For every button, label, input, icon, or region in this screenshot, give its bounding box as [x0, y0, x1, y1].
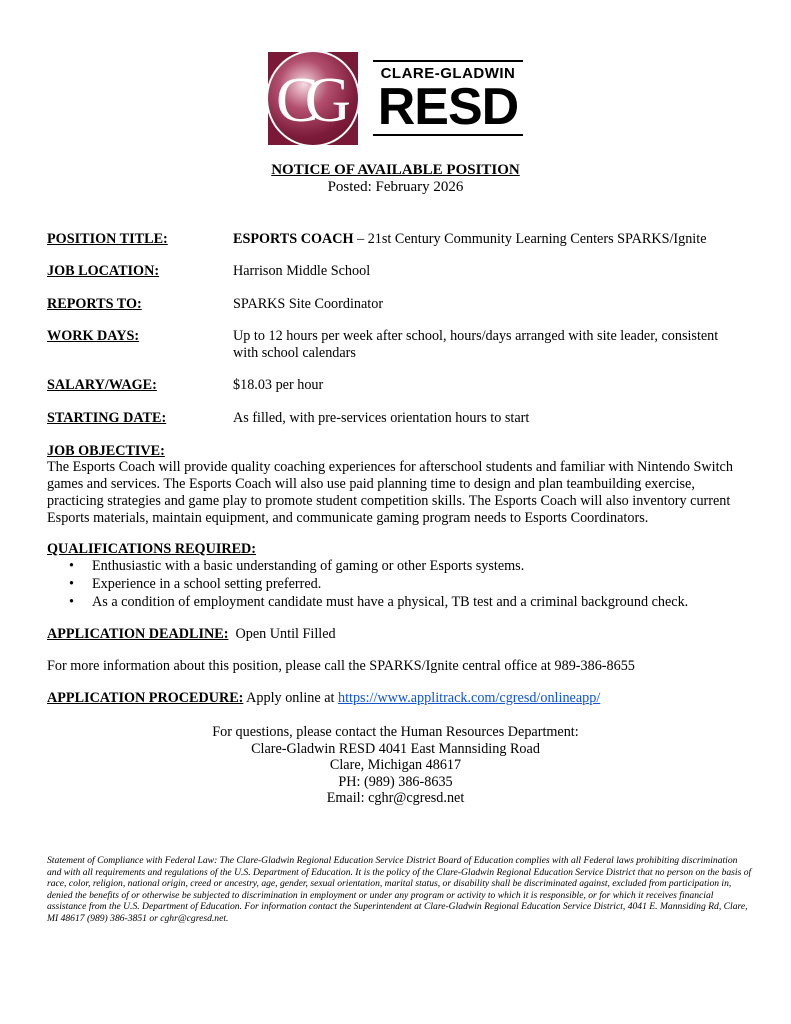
job-objective-heading: JOB OBJECTIVE: — [47, 443, 165, 459]
qualifications-list — [47, 557, 747, 611]
procedure-text: Apply online at — [246, 690, 335, 706]
qualifications-heading: QUALIFICATIONS REQUIRED: — [47, 541, 257, 557]
qualification-item: • Experience in a school setting preferred. — [47, 575, 747, 593]
clare-gladwin-resd-logo — [266, 50, 526, 147]
compliance-statement: Statement of Compliance with Federal Law: The Clare-Gladwin Regional Education Service District Board of Education complies with all Federal laws prohibiting discrimination and with all requirements and regulations of the U.S. Department of Education. It is the policy of the Clare-Gladwin Regional Education Service District that no person on the basis of race, color, religion, national origin, creed or ancestry, age, gender, sexual orientation, marital status, or disability shall be discriminated against, excluded from participation in, denied the benefits of or otherwise be subjected to discrimination in employment or under any program or activity to which it is responsible, or for which it receives financial assistance from the U.S. Department of Education. For information contact the Superintendent at Clare-Gladwin Regional Education Service District, 4041 E. Mannsiding Rd, Clare, MI 48617 (989) 386-3851 or cghr@cgresd.net. — [47, 855, 752, 924]
job-objective-text: The Esports Coach will provide quality coaching experiences for afterschool students and familiar with Nintendo Switch games and services. The Esports Coach will also use paid planning time to design and plan teambuilding exercise, practicing strategies and game play to promote student competition skills. The Esports Coach will also inventory current Esports materials, maintain equipment, and communicate gaming program needs to Esports Coordinators. — [47, 459, 733, 526]
online-application-link[interactable]: https://www.applitrack.com/cgresd/onlineapp/ — [337, 690, 601, 706]
position-name: ESPORTS COACH — [233, 231, 354, 247]
work-days-label: WORK DAYS: — [47, 328, 140, 344]
salary-value: $18.03 per hour — [233, 377, 324, 393]
posted-date: Posted: February 2026 — [327, 179, 464, 195]
starting-date-value: As filled, with pre-services orientation hours to start — [233, 410, 530, 426]
deadline-value: Open Until Filled — [235, 626, 336, 642]
contact-block — [0, 724, 791, 807]
contact-city: Clare, Michigan 48617 — [329, 757, 462, 773]
qualification-item: • Enthusiastic with a basic understanding of gaming or other Esports systems. — [47, 557, 747, 575]
more-info-text: For more information about this position, please call the SPARKS/Ignite central office at 989-386-8655 — [47, 658, 635, 674]
notice-title: NOTICE OF AVAILABLE POSITION — [271, 162, 520, 178]
job-location-value: Harrison Middle School — [233, 263, 371, 279]
logo-line1: CLARE-GLADWIN — [380, 65, 516, 82]
position-title-value — [233, 231, 753, 248]
logo-initials: CG — [276, 64, 337, 135]
contact-line: For questions, please contact the Human Resources Department: — [212, 724, 579, 740]
reports-to-label: REPORTS TO: — [47, 296, 142, 312]
work-days-value: Up to 12 hours per week after school, hours/days arranged with site leader, consistent with school calendars — [233, 328, 719, 361]
contact-email: Email: cghr@cgresd.net — [326, 790, 465, 806]
contact-phone: PH: (989) 386-8635 — [338, 773, 453, 790]
application-procedure — [47, 690, 747, 707]
procedure-label: APPLICATION PROCEDURE: — [47, 690, 244, 706]
application-deadline — [47, 626, 747, 643]
logo-wordmark — [373, 60, 523, 136]
deadline-label: APPLICATION DEADLINE: — [47, 626, 229, 642]
starting-date-label: STARTING DATE: — [47, 410, 167, 426]
job-location-label: JOB LOCATION: — [47, 263, 160, 279]
salary-label: SALARY/WAGE: — [47, 377, 157, 393]
qualification-item: • As a condition of employment candidate must have a physical, TB test and a criminal background check. — [47, 593, 747, 611]
position-program: – 21st Century Community Learning Centers SPARKS/Ignite — [353, 231, 707, 247]
logo-line2: RESD — [377, 78, 519, 136]
reports-to-value: SPARKS Site Coordinator — [233, 296, 384, 312]
logo-sphere — [266, 50, 360, 147]
position-title-label: POSITION TITLE: — [47, 231, 168, 247]
contact-address: Clare-Gladwin RESD 4041 East Mannsiding Road — [251, 740, 540, 757]
